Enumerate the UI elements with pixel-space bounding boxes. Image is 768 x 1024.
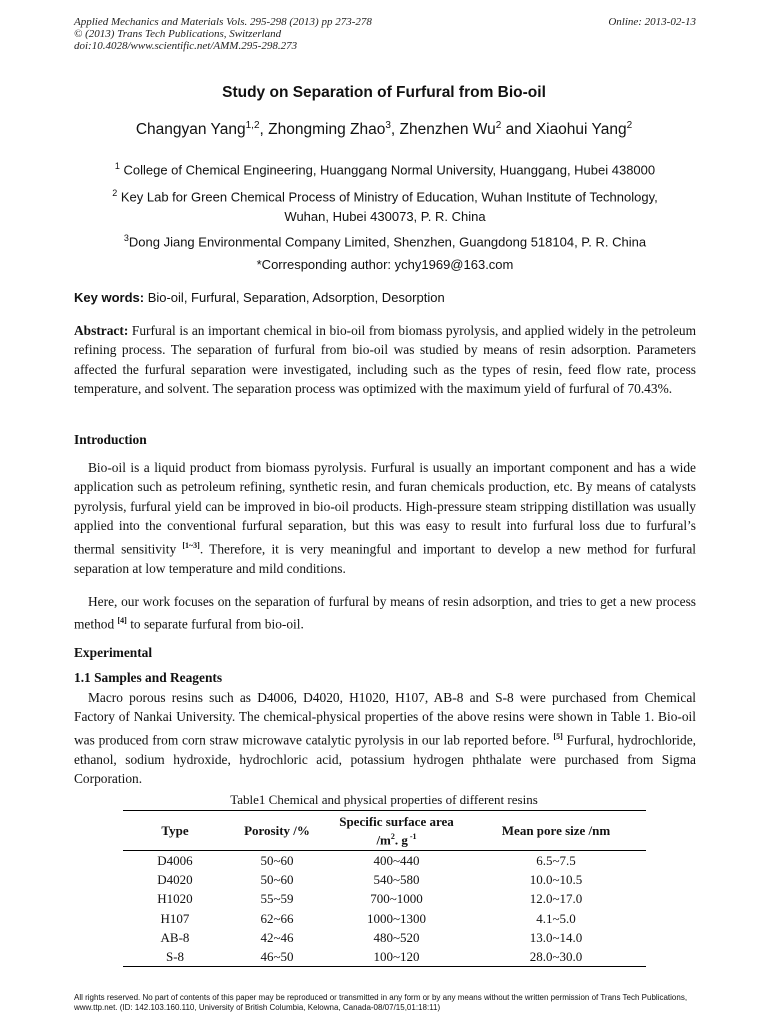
paragraph-text: Furfural, hydrochloride, ethanol, sodium hydroxide, hydrochloric acid, potassium hydrogen phthalate were purchased from Sigma Corporation.: [74, 732, 696, 787]
table-row: [123, 870, 646, 889]
column-header-surface-area: [327, 811, 466, 851]
table-cell: H107: [160, 910, 190, 926]
table-cell: AB-8: [160, 929, 190, 945]
author-affiliation-mark: 2: [495, 120, 502, 131]
affiliation-text: Dong Jiang Environmental Company Limited, Shenzhen, Guangdong 518104, P. R. China: [128, 234, 647, 250]
table-row: [123, 909, 646, 928]
author-affiliation-mark: 2: [626, 120, 633, 131]
table-cell: 4.1~5.0: [536, 910, 576, 926]
table-cell: 10.0~10.5: [529, 872, 583, 888]
abstract: [74, 321, 696, 399]
table-cell: 55~59: [260, 891, 294, 907]
author-separator: ,: [259, 121, 269, 139]
table-row: [123, 889, 646, 908]
author-name: Zhongming Zhao: [268, 121, 386, 139]
table-row: [123, 947, 646, 967]
section-heading-introduction: Introduction: [74, 432, 147, 447]
intro-paragraph-2: [74, 592, 696, 634]
column-header-type: Type: [161, 823, 189, 838]
header-text: Specific surface area: [339, 813, 454, 829]
table-cell: S-8: [165, 949, 185, 965]
abstract-label: Abstract:: [74, 323, 129, 338]
author-separator: and: [501, 121, 536, 139]
table-cell: 700~1000: [370, 891, 423, 907]
affiliation-text: College of Chemical Engineering, Huanggang Normal University, Huanggang, Hubei 438000: [119, 162, 656, 178]
table-cell: 13.0~14.0: [529, 929, 583, 945]
table-cell: 6.5~7.5: [536, 853, 576, 869]
header-text: . g: [394, 832, 408, 848]
table-cell: 100~120: [373, 949, 420, 965]
journal-header: [74, 16, 696, 52]
affiliation-2: [74, 183, 696, 227]
table-cell: 62~66: [260, 910, 294, 926]
citation-ref: [1~3]: [182, 540, 200, 550]
table-caption: Table1 Chemical and physical properties of different resins: [230, 792, 538, 807]
table-cell: 1000~1300: [366, 910, 427, 926]
author-name: Zhenzhen Wu: [399, 121, 496, 139]
resin-properties-table: [123, 810, 646, 967]
journal-citation: Applied Mechanics and Materials Vols. 295-298 (2013) pp 273-278: [74, 16, 372, 28]
author-list: [0, 120, 768, 139]
copyright-line: © (2013) Trans Tech Publications, Switzerland: [74, 28, 282, 40]
affiliation-3: [74, 228, 696, 252]
affiliation-mark: 1: [114, 161, 120, 171]
author-name: Changyan Yang: [135, 121, 246, 139]
keywords-text: Bio-oil, Furfural, Separation, Adsorption, Desorption: [144, 290, 445, 305]
paragraph-text: Macro porous resins such as D4006, D4020, H1020, H107, AB-8 and S-8 were purchased from Chemical Factory of Nankai University. The chemical-physical properties of the above resins were shown in Table 1. Bio-oil was produced from corn straw microwave catalytic pyrolysis in our lab reported before.: [74, 690, 696, 748]
paragraph-text: Bio-oil is a liquid product from biomass pyrolysis. Furfural is usually an important component and has a wide application such as petroleum refining, synthetic resin, and furan chemicals production, etc. By means of catalysts pyrolysis, furfural yield can be improved in bio-oil products. High-pressure steam stripping distillation was usually applied into the conventional furfural separation, but this was easy to result into furfural loss due to furfural’s thermal sensitivity: [74, 460, 696, 557]
table-cell: 480~520: [373, 929, 420, 945]
paper-title: Study on Separation of Furfural from Bio-oil: [222, 84, 546, 101]
table-header-row: [123, 811, 646, 851]
table-cell: 540~580: [373, 872, 420, 888]
table-cell: D4006: [157, 853, 193, 869]
table-cell: 42~46: [260, 929, 294, 945]
table-cell: 28.0~30.0: [529, 949, 583, 965]
affiliation-mark: 3: [123, 233, 129, 243]
keywords: [74, 290, 445, 305]
keywords-label: Key words:: [74, 290, 145, 305]
section-heading-experimental: Experimental: [74, 645, 153, 660]
affiliation-1: [74, 156, 696, 180]
paragraph-text: . Therefore, it is very meaningful and important to develop a new method for furfural separation at low temperature and mild conditions.: [74, 541, 697, 576]
copyright-footer: All rights reserved. No part of contents of this paper may be reproduced or transmitted in any form or by any means without the written permission of Trans Tech Publications, www.ttp.net. (ID: 142.103.160.110, University of British Columbia, Kelowna, Canada-08/07/15,01:18:11): [74, 993, 688, 1012]
citation-ref: [4]: [117, 616, 127, 626]
header-superscript: 2: [390, 831, 395, 841]
table-cell: 50~60: [260, 853, 294, 869]
table-cell: 12.0~17.0: [529, 891, 583, 907]
corresponding-author: *Corresponding author: ychy1969@163.com: [256, 257, 514, 272]
author-name: Xiaohui Yang: [535, 121, 627, 139]
table-cell: H1020: [157, 891, 193, 907]
table-row: [123, 851, 646, 871]
table-cell: D4020: [157, 872, 193, 888]
table-cell: 400~440: [373, 853, 420, 869]
table-row: [123, 928, 646, 947]
subsection-heading: 1.1 Samples and Reagents: [74, 670, 223, 685]
header-text: /m: [376, 832, 391, 848]
affiliation-mark: 2: [112, 188, 118, 198]
intro-paragraph-1: [74, 458, 696, 578]
column-header-porosity: Porosity /%: [244, 823, 310, 838]
paragraph-text: Here, our work focuses on the separation of furfural by means of resin adsorption, and tries to get a new process method: [74, 594, 696, 632]
affiliation-text: Wuhan, Hubei 430073, P. R. China: [284, 209, 486, 225]
author-separator: ,: [390, 121, 400, 139]
abstract-text: Furfural is an important chemical in bio-oil from biomass pyrolysis, and applied widely in the petroleum refining process. The separation of furfural from bio-oil was studied by means of resin adsorption. Parameters affected the furfural separation were investigated, including such as the types of resin, feed flow rate, process temperature, and solvent. The separation process was optimized with the maximum yield of furfural of 70.43%.: [74, 323, 696, 397]
author-affiliation-mark: 3: [385, 120, 391, 131]
citation-ref: [5]: [553, 731, 563, 741]
doi-line: doi:10.4028/www.scientific.net/AMM.295-298.273: [74, 40, 298, 52]
table-cell: 46~50: [260, 949, 294, 965]
affiliation-text: Key Lab for Green Chemical Process of Ministry of Education, Wuhan Institute of Technology,: [117, 189, 658, 205]
author-affiliation-mark: 1,2: [245, 120, 260, 131]
online-date: Online: 2013-02-13: [608, 16, 696, 28]
table-cell: 50~60: [260, 872, 294, 888]
header-superscript: -1: [407, 831, 417, 841]
paragraph-text: to separate furfural from bio-oil.: [126, 616, 304, 632]
experimental-paragraph: [74, 688, 696, 789]
column-header-pore-size: Mean pore size /nm: [501, 823, 611, 838]
